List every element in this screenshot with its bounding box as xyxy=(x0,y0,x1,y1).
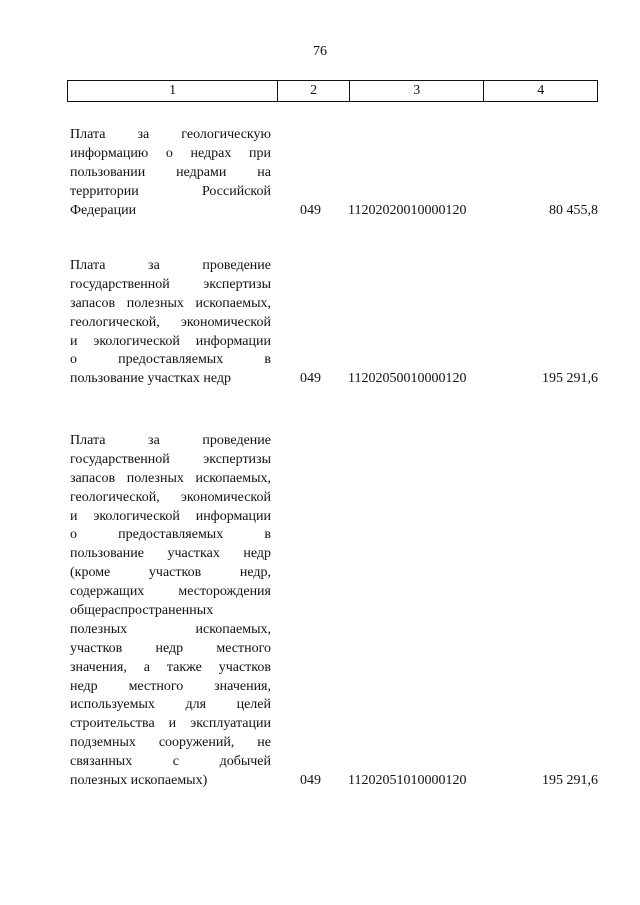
description-line: используемых для целей xyxy=(70,697,271,713)
row-description xyxy=(70,432,271,791)
description-line: Плата за геологическую xyxy=(70,127,271,142)
description-line: общераспространенных xyxy=(70,603,214,619)
description-line: недр местного значения, xyxy=(70,678,271,694)
description-line: запасов полезных ископаемых, xyxy=(70,295,271,311)
row-description xyxy=(70,257,271,389)
description-line: пользовании недрами на xyxy=(70,164,271,180)
amount: 195 291,6 xyxy=(542,371,598,387)
description-line: геологической, экономической xyxy=(70,489,271,505)
description-line: о предоставляемых в xyxy=(70,527,271,543)
description-line: пользование участках недр xyxy=(70,371,231,387)
description-line: Плата за проведение xyxy=(70,258,271,273)
description-line: подземных сооружений, не xyxy=(70,735,271,751)
description-line: информацию о недрах при xyxy=(70,145,271,161)
description-line: (кроме участков недр, xyxy=(70,565,271,581)
description-line: геологической, экономической xyxy=(70,314,271,330)
admin-code: 049 xyxy=(300,371,321,387)
kbk-code: 11202020010000120 xyxy=(348,202,467,218)
description-line: связанных с добычей xyxy=(70,754,271,770)
header-col-3: 3 xyxy=(350,81,485,101)
kbk-code: 11202051010000120 xyxy=(348,773,467,789)
description-line: полезных ископаемых, xyxy=(70,621,271,637)
description-line: государственной экспертизы xyxy=(70,451,271,467)
description-line: строительства и эксплуатации xyxy=(70,716,271,732)
description-line: Плата за проведение xyxy=(70,433,271,448)
description-line: пользование участках недр xyxy=(70,546,271,562)
description-line: запасов полезных ископаемых, xyxy=(70,470,271,486)
header-col-1: 1 xyxy=(68,81,278,101)
description-line: и экологической информации xyxy=(70,508,271,524)
row-description xyxy=(70,126,271,220)
description-line: территории Российской xyxy=(70,183,271,199)
description-line: участков недр местного xyxy=(70,640,271,656)
description-line: государственной экспертизы xyxy=(70,276,271,292)
header-col-2: 2 xyxy=(278,81,350,101)
description-line: полезных ископаемых) xyxy=(70,773,208,789)
header-col-4: 4 xyxy=(537,83,545,98)
description-line: Федерации xyxy=(70,202,137,218)
page-number: 76 xyxy=(313,44,327,59)
amount: 80 455,8 xyxy=(549,202,598,218)
amount: 195 291,6 xyxy=(542,773,598,789)
table-header xyxy=(67,80,598,102)
admin-code: 049 xyxy=(300,202,321,218)
description-line: содержащих месторождения xyxy=(70,584,271,600)
description-line: о предоставляемых в xyxy=(70,352,271,368)
kbk-code: 11202050010000120 xyxy=(348,371,467,387)
description-line: значения, а также участков xyxy=(70,659,271,675)
admin-code: 049 xyxy=(300,773,321,789)
description-line: и экологической информации xyxy=(70,333,271,349)
